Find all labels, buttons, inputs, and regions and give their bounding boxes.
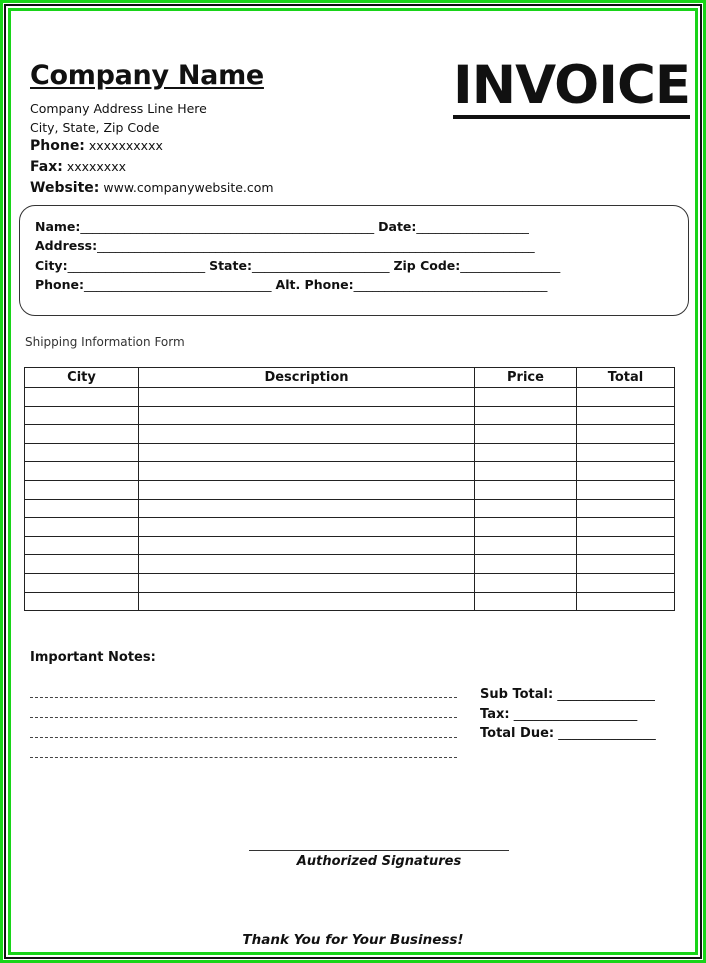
table-cell-description[interactable] [139, 573, 475, 592]
table-cell-description[interactable] [139, 480, 475, 499]
alt-phone-field[interactable]: _______________________________ [353, 277, 548, 292]
table-cell-total[interactable] [577, 425, 675, 444]
table-cell-description[interactable] [139, 592, 475, 611]
table-cell-city[interactable] [25, 443, 139, 462]
date-label: Date: [378, 219, 417, 234]
table-cell-total[interactable] [577, 518, 675, 537]
zip-field[interactable]: ________________ [460, 258, 561, 273]
company-fax [30, 159, 126, 175]
table-cell-description[interactable] [139, 406, 475, 425]
notes-label: Important Notes: [30, 650, 156, 665]
table-cell-total[interactable] [577, 499, 675, 518]
table-cell-price[interactable] [475, 536, 577, 555]
table-body [25, 388, 675, 611]
table-cell-description[interactable] [139, 462, 475, 481]
city-label: City: [35, 258, 68, 273]
fax-value: xxxxxxxx [66, 159, 126, 174]
table-cell-price[interactable] [475, 592, 577, 611]
subtotal-field[interactable]: _______________ [557, 687, 655, 702]
column-header-total: Total [577, 368, 675, 388]
table-cell-city[interactable] [25, 573, 139, 592]
fax-label: Fax: [30, 159, 63, 175]
company-phone [30, 138, 163, 154]
total-due-field[interactable]: _______________ [558, 726, 656, 741]
subtotal-row [480, 687, 655, 702]
signature-line[interactable] [249, 850, 509, 851]
zip-label: Zip Code: [393, 258, 461, 273]
table-row [25, 443, 675, 462]
table-cell-price[interactable] [475, 388, 577, 407]
customer-info-box [19, 205, 689, 316]
name-label: Name: [35, 219, 81, 234]
table-cell-price[interactable] [475, 443, 577, 462]
table-cell-city[interactable] [25, 480, 139, 499]
table-cell-price[interactable] [475, 499, 577, 518]
table-cell-total[interactable] [577, 536, 675, 555]
table-row [25, 425, 675, 444]
tax-label: Tax: [480, 707, 510, 722]
invoice-title: INVOICE [453, 58, 690, 119]
subtotal-label: Sub Total: [480, 687, 554, 702]
table-cell-total[interactable] [577, 480, 675, 499]
table-row [25, 406, 675, 425]
thank-you-message: Thank You for Your Business! [242, 932, 464, 948]
website-label: Website: [30, 180, 100, 196]
table-cell-city[interactable] [25, 425, 139, 444]
table-cell-price[interactable] [475, 480, 577, 499]
note-line[interactable] [30, 737, 457, 738]
table-cell-description[interactable] [139, 443, 475, 462]
company-website [30, 180, 274, 196]
state-field[interactable]: ______________________ [251, 258, 390, 273]
shipping-caption: Shipping Information Form [25, 335, 185, 349]
table-cell-price[interactable] [475, 573, 577, 592]
table-cell-price[interactable] [475, 406, 577, 425]
date-field[interactable]: __________________ [416, 219, 529, 234]
city-field[interactable]: ______________________ [67, 258, 206, 273]
table-cell-description[interactable] [139, 536, 475, 555]
customer-address-row [35, 238, 535, 253]
table-row [25, 536, 675, 555]
state-label: State: [209, 258, 252, 273]
table-cell-description[interactable] [139, 425, 475, 444]
table-cell-city[interactable] [25, 555, 139, 574]
table-cell-description[interactable] [139, 388, 475, 407]
website-value: www.companywebsite.com [103, 180, 274, 195]
shipping-table [24, 367, 675, 611]
column-header-price: Price [475, 368, 577, 388]
table-cell-city[interactable] [25, 462, 139, 481]
address-label: Address: [35, 238, 98, 253]
company-address: Company Address Line Here [30, 101, 207, 116]
table-cell-description[interactable] [139, 499, 475, 518]
note-line[interactable] [30, 757, 457, 758]
table-cell-total[interactable] [577, 388, 675, 407]
table-cell-price[interactable] [475, 425, 577, 444]
table-cell-city[interactable] [25, 592, 139, 611]
table-row [25, 480, 675, 499]
tax-field[interactable]: ___________________ [513, 707, 638, 722]
table-row [25, 555, 675, 574]
table-cell-total[interactable] [577, 592, 675, 611]
address-field[interactable]: ______________________________________________________________________ [97, 238, 535, 253]
table-header-row [25, 368, 675, 388]
note-line[interactable] [30, 697, 457, 698]
phone-value: xxxxxxxxxx [88, 138, 163, 153]
table-cell-description[interactable] [139, 518, 475, 537]
table-cell-city[interactable] [25, 499, 139, 518]
table-row [25, 462, 675, 481]
table-row [25, 499, 675, 518]
table-cell-city[interactable] [25, 388, 139, 407]
customer-phone-row [35, 277, 547, 292]
table-cell-price[interactable] [475, 518, 577, 537]
customer-phone-label: Phone: [35, 277, 85, 292]
column-header-description: Description [139, 368, 475, 388]
customer-phone-field[interactable]: ______________________________ [84, 277, 272, 292]
tax-row [480, 707, 637, 722]
table-cell-total[interactable] [577, 573, 675, 592]
table-cell-total[interactable] [577, 443, 675, 462]
table-row [25, 388, 675, 407]
table-cell-city[interactable] [25, 406, 139, 425]
table-cell-description[interactable] [139, 555, 475, 574]
table-cell-total[interactable] [577, 406, 675, 425]
table-cell-total[interactable] [577, 555, 675, 574]
table-row [25, 592, 675, 611]
alt-phone-label: Alt. Phone: [275, 277, 354, 292]
table-cell-price[interactable] [475, 462, 577, 481]
customer-city-row [35, 258, 560, 273]
signature-label: Authorized Signatures [296, 854, 462, 869]
table-row [25, 518, 675, 537]
table-row [25, 573, 675, 592]
total-due-label: Total Due: [480, 726, 555, 741]
table-cell-city[interactable] [25, 536, 139, 555]
table-cell-city[interactable] [25, 518, 139, 537]
table-cell-price[interactable] [475, 555, 577, 574]
total-due-row [480, 726, 656, 741]
note-line[interactable] [30, 717, 457, 718]
company-city-line: City, State, Zip Code [30, 120, 160, 135]
name-field[interactable]: _______________________________________________ [80, 219, 375, 234]
phone-label: Phone: [30, 138, 85, 154]
company-name: Company Name [30, 60, 264, 91]
table-cell-total[interactable] [577, 462, 675, 481]
customer-name-row [35, 219, 529, 234]
column-header-city: City [25, 368, 139, 388]
